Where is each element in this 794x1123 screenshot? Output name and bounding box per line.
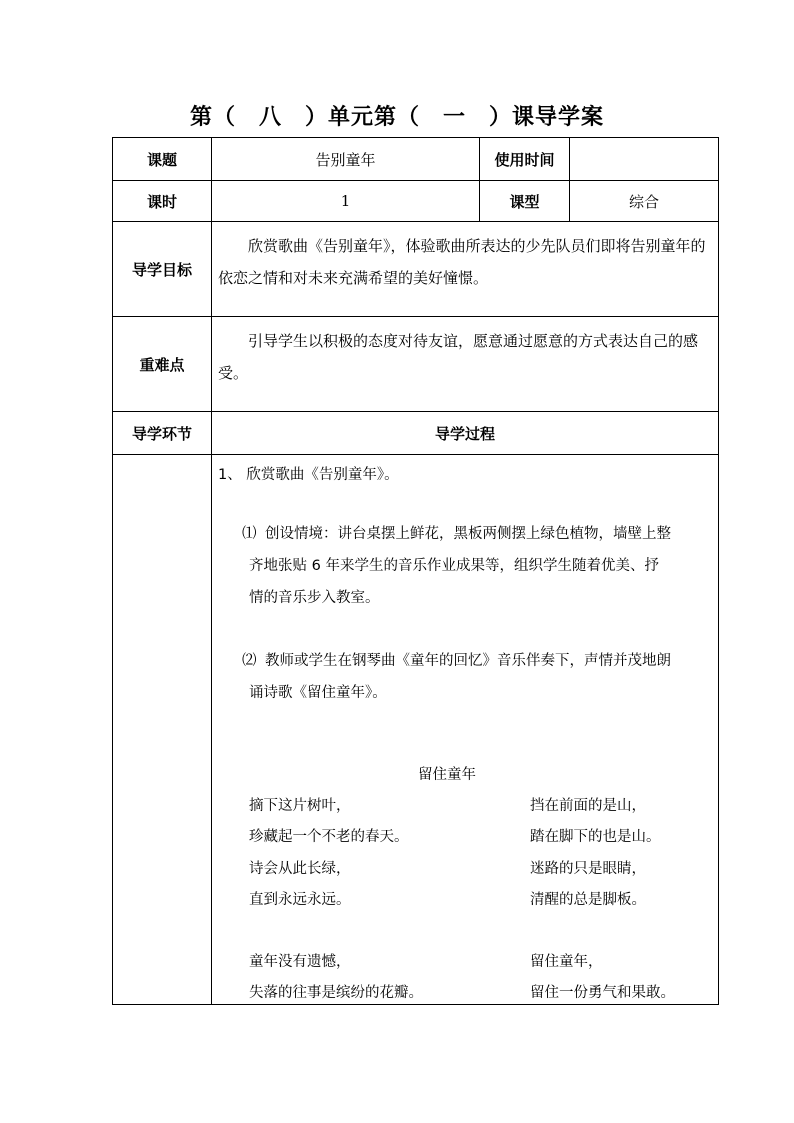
label-time: 使用时间 <box>480 138 570 181</box>
type-value: 综合 <box>570 181 719 222</box>
goal-text: 欣赏歌曲《告别童年》，体验歌曲所表达的少先队员们即将告别童年的依恋之情和对未来充满希望的美好憧憬。 <box>212 222 719 317</box>
label-goal: 导学目标 <box>113 222 212 317</box>
page-title: 第（ 八 ）单元第（ 一 ）课导学案 <box>189 104 604 130</box>
table-row <box>113 181 719 222</box>
sub-2-number: ⑵ <box>242 653 257 669</box>
stage-cell <box>113 455 212 1005</box>
lesson-plan-table <box>112 137 719 1005</box>
poem-line-right: 留住一份勇气和果敢。 <box>530 985 675 1001</box>
header-process: 导学过程 <box>212 412 719 455</box>
label-topic: 课题 <box>113 138 212 181</box>
step-1: 1、 欣赏歌曲《告别童年》。 <box>218 467 399 483</box>
label-period: 课时 <box>113 181 212 222</box>
poem-line-left: 珍藏起一个不老的春天。 <box>249 829 409 845</box>
poem-title: 留住童年 <box>418 767 476 783</box>
poem-line-right: 留住童年， <box>530 954 603 970</box>
poem-line-left: 失落的往事是缤纷的花瓣。 <box>249 985 423 1001</box>
sub-2-line: 教师或学生在钢琴曲《童年的回忆》音乐伴奏下，声情并茂地朗 <box>265 653 671 669</box>
table-row <box>113 222 719 317</box>
process-cell <box>212 455 719 1005</box>
table-row <box>113 138 719 181</box>
table-row <box>113 317 719 412</box>
sub-1-line: 齐地张贴 6 年来学生的音乐作业成果等，组织学生随着优美、抒 <box>249 558 659 574</box>
poem-line-left: 摘下这片树叶， <box>249 798 351 814</box>
header-stage: 导学环节 <box>113 412 212 455</box>
label-key: 重难点 <box>113 317 212 412</box>
table-row <box>113 412 719 455</box>
label-type: 课型 <box>480 181 570 222</box>
sub-2-line: 诵诗歌《留住童年》。 <box>249 685 387 701</box>
table-row <box>113 455 719 1005</box>
poem-line-right: 清醒的总是脚板。 <box>530 892 646 908</box>
poem-line-right: 踏在脚下的也是山。 <box>530 829 661 845</box>
poem-line-right: 迷路的只是眼睛， <box>530 861 646 877</box>
period-value: 1 <box>212 181 480 222</box>
poem-line-left: 诗会从此长绿， <box>249 861 351 877</box>
poem-line-right: 挡在前面的是山， <box>530 798 646 814</box>
poem-line-left: 童年没有遗憾， <box>249 954 351 970</box>
sub-1-line: 情的音乐步入教室。 <box>249 590 380 606</box>
time-value <box>570 138 719 181</box>
key-text: 引导学生以积极的态度对待友谊，愿意通过愿意的方式表达自己的感受。 <box>212 317 719 412</box>
topic-value: 告别童年 <box>212 138 480 181</box>
sub-1-number: ⑴ <box>242 526 257 542</box>
poem-line-left: 直到永远永远。 <box>249 892 351 908</box>
sub-1-line: 创设情境：讲台桌摆上鲜花，黑板两侧摆上绿色植物，墙壁上整 <box>265 526 671 542</box>
